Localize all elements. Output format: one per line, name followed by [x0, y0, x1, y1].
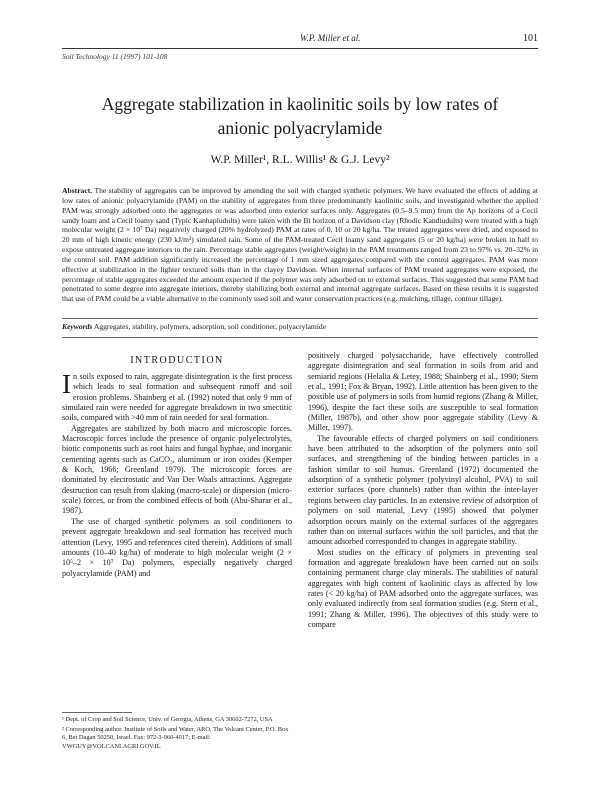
- keywords: [62, 322, 538, 332]
- intro-paragraph-6: Most studies on the efficacy of polymers in preventing seal formation and aggregate breakdown have been carried out on soils containing permanent charge clay minerals. The stabilities of natural aggregates with high content of kaolinitic clays as affected by low rates (< 20 kg/ha) of PAM adsorbed onto the aggregate surfaces, was only evaluated indirectly from seal formation studies (e.g. Stern et al., 1991; Zhang & Miller, 1996). The objectives of this study were to compare: [308, 547, 538, 629]
- footnotes: [62, 716, 292, 753]
- intro-paragraph-3: The use of charged synthetic polymers as soil conditioners to prevent aggregate breakdown and seal formation has received much attention (Levy, 1995 and references cited therein). Additions of small amounts (10–40 kg/ha) of moderate to high molecular weight (2 × 10⁵–2 × 10⁷ Da) polymers, especially negatively charged polyacrylamide (PAM) and: [62, 516, 292, 578]
- abstract-label: Abstract.: [62, 186, 93, 195]
- text-column-right: [308, 351, 538, 630]
- intro-paragraph-4: positively charged polysaccharide, have effectively controlled aggregate disintegration and seal formation in soils from arid and semiarid regions (Helalia & Letey, 1988; Shainberg et al., 1990; Stern et al., 1991; Fox & Bryan, 1992). Little attention has been given to the possible use of polymers in soils from humid regions (Zhang & Miller, 1996), despite the fact these soils are susceptible to seal formation (Miller, 1987b), and other show poor aggregate stability (Levy & Miller, 1997).: [308, 351, 538, 433]
- abstract-text: The stability of aggregates can be improved by amending the soil with charged synthetic polymers. We have evaluated the effects of adding at low rates of anionic polyacrylamide (PAM) on the stability of aggregates from three predominantly kaolinitic soils, and investigated whether the applied PAM was strongly adsorbed onto the aggregates or was adsorbed onto exterior surfaces only. Aggregates (0.5–9.5 mm) from the Ap horizons of a Cecil sandy loam and a Cecil loamy sand (Typic Kanhapludults) were taken with the Bt horizon of a Davidson clay (Rhodic Kandiudults) were treated with a high molecular weight (2 × 10⁷ Da) negatively charged (20% hydrolyzed) PAM at rates of 0, 10 or 20 kg/ha. The treated aggregates were dried, and exposed to 20 mm of high kinetic energy (230 kJ/m³) simulated rain. Some of the PAM-treated Cecil loamy sand aggregates (5 or 20 kg/ha) were broken in half to expose untreated aggregate interiors to the rain. Percentage stable aggregates (weight/weight) in the PAM treatments ranged from 23 to 97% vs. 20–32% in the control soil. PAM addition significantly increased the percentage of 1 mm sized aggregates compared with the control aggregates. PAM was more effective at stabilization in the lighter textured soils than in the clayey Davidson. When internal surfaces of PAM treated aggregates were exposed, the percentage of stable aggregates exceeded the amount expected if the polymer was only adsorbed on to external surfaces. This suggested that some PAM had penetrated to some degree into aggregate interiors, thereby stabilizing both external and internal aggregate surfaces. Based on these results it is suggested that use of PAM could be a viable alternative to the commonly used soil and water conservation practices (e.g. mulching, tillage, contour tillage).: [62, 186, 538, 304]
- footnote-1: ¹ Dept. of Crop and Soil Science, Univ. of Georgia, Athens, GA 30602-7272, USA: [62, 716, 273, 723]
- footnote-2: ² Corresponding author. Institute of Soils and Water, ARO, The Volcani Center, P.O. Box 6, Bet Dagan 50250, Israel. Fax: 972-3-960-4017; E-mail: VWGUY@VOLCANI.AGRI.GOV.IL: [62, 726, 289, 750]
- intro-paragraph-5: The favourable effects of charged polymers on soil conditioners have been attributed to the adsorption of the polymers onto soil surfaces, and strengthening of the binding between particles in a fashion similar to soil humus. Greenland (1972) documented the adsorption of a synthetic polymer (polyvinyl alcohol, PVA) to soil exterior surfaces (pore channels) rather than within the inter-layer regions between clay particles. In an extensive review of adsorption of polymers on soil material, Levy (1995) showed that polymer adsorption occurs mainly on the external surfaces of the aggregates rather than on internal surfaces within the soil particles, and that the amount adsorbed corresponded to changes in aggregate stability.: [308, 433, 538, 547]
- intro-paragraph-1-text: n soils exposed to rain, aggregate disintegration is the first process which leads to seal formation and subsequent runoff and soil erosion problems. Shainberg et al. (1992) noted that only 9 mm of simulated rain were needed for aggregate breakdown in two smectitic soils, compared with >40 mm of rain needed for seal formation.: [62, 372, 292, 423]
- section-heading-introduction: INTRODUCTION: [130, 355, 224, 366]
- drop-cap: I: [62, 369, 71, 399]
- footnote-rule: [62, 712, 132, 713]
- article-authors: W.P. Miller¹, R.L. Willis¹ & G.J. Levy²: [210, 154, 390, 166]
- running-header: [62, 32, 538, 49]
- running-author: W.P. Miller et al.: [300, 33, 361, 43]
- keywords-label: Keywords: [62, 322, 93, 331]
- intro-paragraph-2: Aggregates are stabilized by both macro and microscopic forces. Macroscopic forces include the presence of organic polyelectrolytes, biotic components such as root hairs and fungal hyphae, and inorganic cementing agents such as CaCO₃, aluminum or iron oxides (Kemper & Koch, 1966; Greenland 1979). The microscopic forces are dominated by electrostatic and Van Der Waals attractions. Aggregate destruction can result from slaking (macro-scale) or dispersion (micro-scale) forces, or from the combined effects of both (Abu-Sharar et al., 1987).: [62, 423, 292, 516]
- keywords-text: Aggregates, stability, polymers, adsorption, soil conditioner, polyacrylamide: [93, 322, 327, 331]
- text-column-left: [62, 369, 292, 579]
- article-title: Aggregate stabilization in kaolinitic soils by low rates of anionic polyacrylamide: [101, 94, 499, 138]
- keywords-rule-top: [62, 318, 538, 319]
- intro-paragraph-1: [62, 369, 292, 424]
- journal-citation: Soil Technology 11 (1997) 101-108: [62, 52, 168, 61]
- keywords-rule-bottom: [62, 337, 538, 338]
- abstract: [62, 186, 538, 304]
- page-number: 101: [523, 33, 538, 44]
